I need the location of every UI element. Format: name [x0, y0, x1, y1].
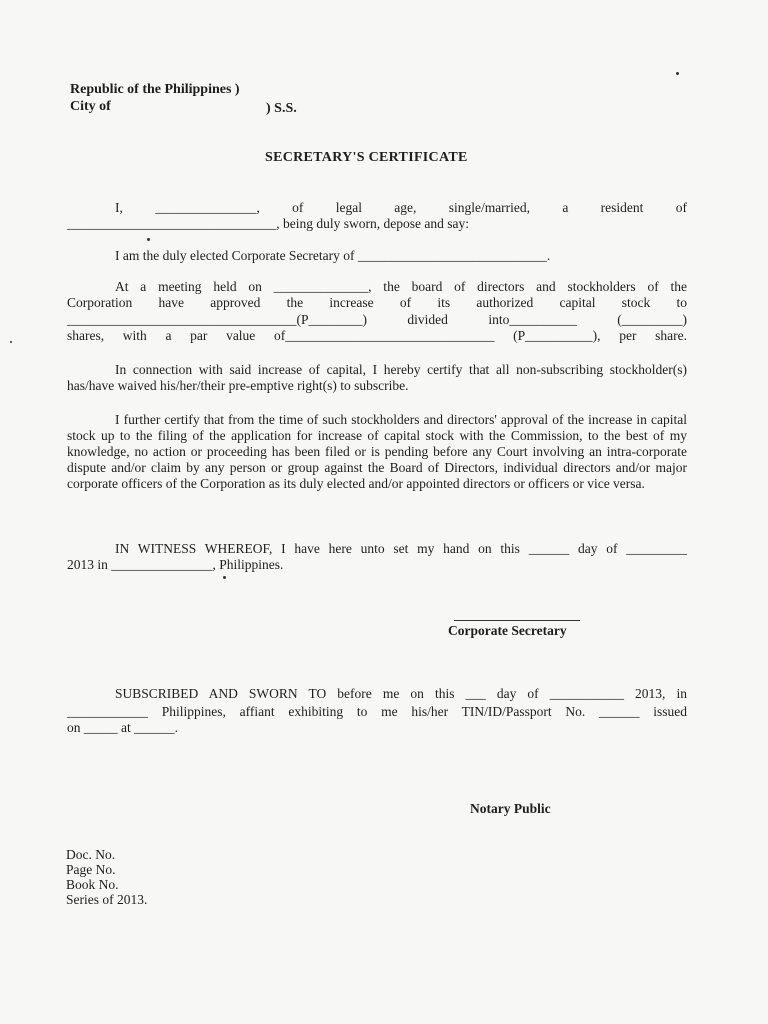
header-republic: Republic of the Philippines )	[70, 82, 240, 97]
header-city: City of	[70, 99, 111, 114]
meeting-line-1: At a meeting held on ______________, the board of directors and stockholders of the	[115, 279, 687, 294]
scan-speck	[223, 576, 226, 579]
document-title: SECRETARY'S CERTIFICATE	[265, 150, 468, 165]
intro-line-1: I, _______________, of legal age, single/married, a resident of	[115, 200, 687, 215]
doc-no: Doc. No.	[66, 847, 116, 862]
paragraph-further-certify: I further certify that from the time of such stockholders and directors' approval of the increase in capital stock up to the filing of the application for increase of capital stock with the Commission, to the best of my knowledge, no action or proceeding has been filed or is pending before any Court involving an intra-corporate dispute and/or claim by any person or group against the Board of Directors, individual directors and/or major corporate officers of the Corporation as its duly elected and/or appointed directors or officers or vice versa.	[67, 412, 687, 491]
jurat-line-3: on _____ at ______.	[67, 720, 178, 735]
meeting-line-4: shares, with a par value of_______________________________ (P__________), per share.	[67, 328, 687, 343]
header-ss: ) S.S.	[266, 101, 297, 116]
secretary-signature-line	[454, 620, 580, 621]
witness-line-2: 2013 in _______________, Philippines.	[67, 557, 284, 572]
book-no: Book No.	[66, 877, 119, 892]
witness-line-1: IN WITNESS WHEREOF, I have here unto set my hand on this ______ day of _________	[115, 541, 687, 556]
paragraph-preemptive-rights: In connection with said increase of capital, I hereby certify that all non-subscribing stockholder(s) has/have waived his/her/their pre-emptive right(s) to subscribe.	[67, 362, 687, 393]
paragraph-elected-secretary: I am the duly elected Corporate Secretary of ____________________________.	[115, 248, 551, 263]
meeting-line-2: Corporation have approved the increase of its authorized capital stock to	[67, 295, 687, 310]
meeting-line-3: __________________________________(P________) divided into__________ (_________)	[67, 312, 687, 327]
jurat-line-2: ____________ Philippines, affiant exhibiting to me his/her TIN/ID/Passport No. ______ issued	[67, 704, 687, 719]
jurat-line-1: SUBSCRIBED AND SWORN TO before me on this ___ day of ___________ 2013, in	[115, 686, 687, 701]
scan-speck	[676, 72, 679, 75]
scan-speck	[10, 341, 12, 343]
secretary-signature-label: Corporate Secretary	[448, 623, 567, 638]
intro-line-2: _______________________________, being duly sworn, depose and say:	[67, 216, 469, 231]
scan-speck	[147, 238, 150, 241]
page-no: Page No.	[66, 862, 116, 877]
series-of: Series of 2013.	[66, 892, 148, 907]
notary-public-label: Notary Public	[470, 801, 551, 816]
